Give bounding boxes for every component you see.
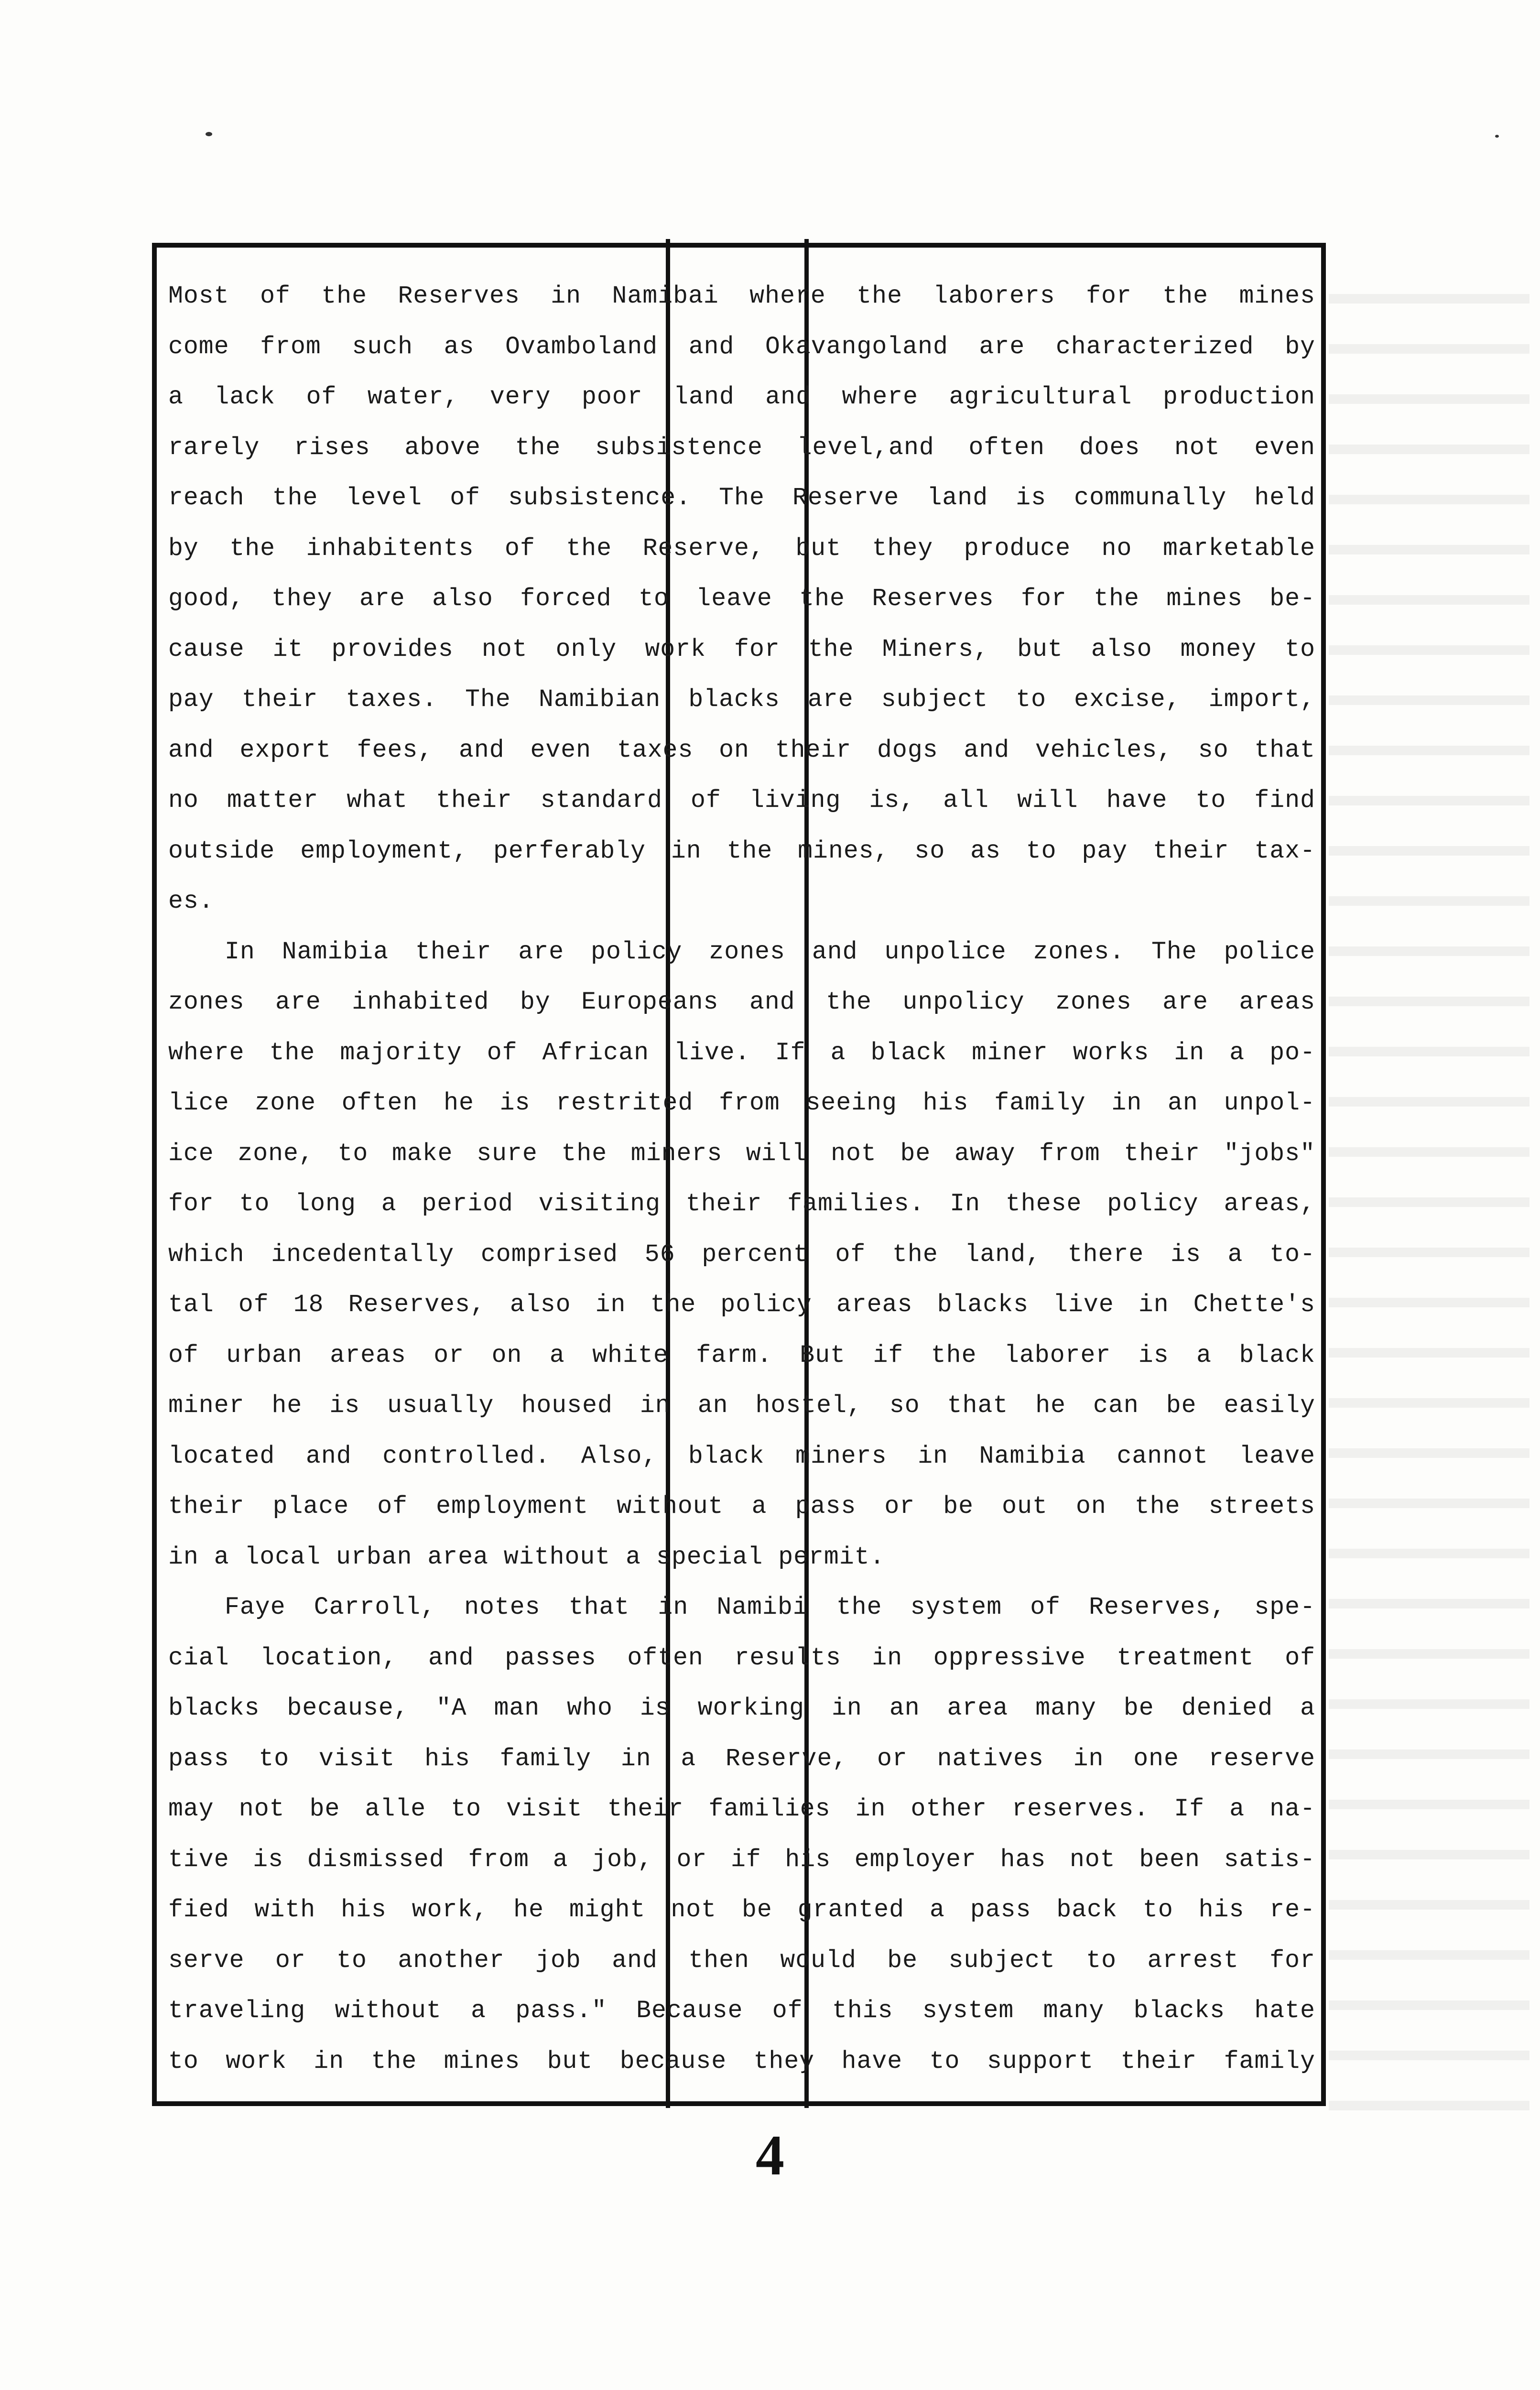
reverse-side-bleed-through <box>1329 268 1529 2132</box>
text-line: good, they are also forced to leave the Reserves for the mines be- <box>168 585 1315 613</box>
text-line: Faye Carroll, notes that in Namibi the system of Reserves, spe- <box>225 1594 1315 1621</box>
text-line: of urban areas or on a white farm. But if the laborer is a black <box>168 1341 1315 1369</box>
text-line: no matter what their standard of living is, all will have to find <box>168 787 1315 815</box>
text-line: lice zone often he is restrited from seeing his family in an unpol- <box>168 1089 1315 1117</box>
page-number: 4 <box>756 2123 784 2187</box>
text-line: pay their taxes. The Namibian blacks are subject to excise, import, <box>168 686 1315 714</box>
text-line: blacks because, "A man who is working in an area many be denied a <box>168 1695 1315 1722</box>
paper-speck <box>1495 135 1499 138</box>
text-line: where the majority of African live. If a black miner works in a po- <box>168 1039 1315 1067</box>
text-line: traveling without a pass." Because of this system many blacks hate <box>168 1997 1315 2025</box>
text-line: which incedentally comprised 56 percent of the land, there is a to- <box>168 1240 1315 1269</box>
text-line: serve or to another job and then would be subject to arrest for <box>168 1946 1315 1975</box>
text-line: miner he is usually housed in an hostel, so that he can be easily <box>168 1392 1315 1420</box>
text-line: their place of employment without a pass or be out on the streets <box>168 1493 1315 1521</box>
text-line: pass to visit his family in a Reserve, or natives in one reserve <box>168 1745 1315 1773</box>
text-line: fied with his work, he might not be granted a pass back to his re- <box>168 1896 1315 1924</box>
text-line: located and controlled. Also, black miners in Namibia cannot leave <box>168 1442 1315 1470</box>
text-line: es. <box>168 888 214 915</box>
text-line: cial location, and passes often results in oppressive treatment of <box>168 1644 1315 1672</box>
paragraph <box>168 1583 1315 2087</box>
text-line: and export fees, and even taxes on their dogs and vehicles, so that <box>168 736 1315 764</box>
text-line: Most of the Reserves in Namibai where the laborers for the mines <box>168 282 1315 310</box>
paragraph <box>168 272 1315 927</box>
body-text <box>168 272 1315 2087</box>
text-line: reach the level of subsistence. The Reserve land is communally held <box>168 484 1315 512</box>
text-line: rarely rises above the subsistence level,and often does not even <box>168 434 1315 462</box>
text-line: to work in the mines but because they have to support their family <box>168 2047 1315 2075</box>
text-line: In Namibia their are policy zones and unpolice zones. The police <box>225 938 1315 966</box>
text-line: tive is dismissed from a job, or if his employer has not been satis- <box>168 1846 1315 1874</box>
text-line: for to long a period visiting their families. In these policy areas, <box>168 1190 1315 1218</box>
text-line: cause it provides not only work for the Miners, but also money to <box>168 635 1315 663</box>
text-line: ice zone, to make sure the miners will not be away from their "jobs" <box>168 1140 1315 1168</box>
text-line: tal of 18 Reserves, also in the policy areas blacks live in Chette's <box>168 1291 1315 1319</box>
text-line: a lack of water, very poor land and where agricultural production <box>168 383 1315 411</box>
paragraph <box>168 927 1315 1583</box>
text-line: may not be alle to visit their families in other reserves. If a na- <box>168 1795 1315 1823</box>
text-line: come from such as Ovamboland and Okavangoland are characterized by <box>168 333 1315 361</box>
text-line: outside employment, perferably in the mines, so as to pay their tax- <box>168 837 1315 865</box>
text-line: zones are inhabited by Europeans and the unpolicy zones are areas <box>168 989 1315 1016</box>
paper-speck <box>206 132 212 136</box>
text-line: in a local urban area without a special permit. <box>168 1543 885 1571</box>
text-line: by the inhabitents of the Reserve, but they produce no marketable <box>168 534 1315 563</box>
